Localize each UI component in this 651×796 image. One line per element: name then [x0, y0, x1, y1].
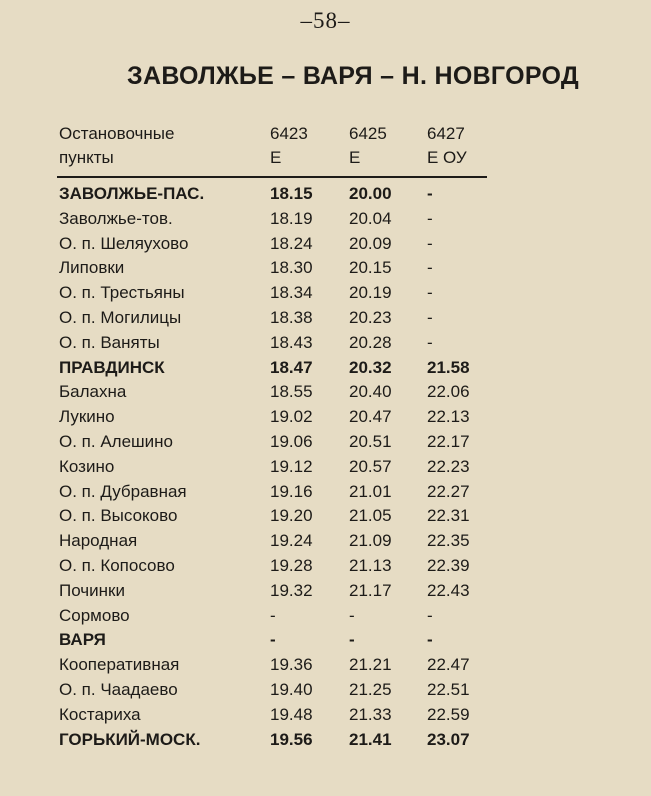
time-train-2: 21.13: [349, 555, 392, 575]
train-number-3: 6427: [427, 124, 465, 143]
time-train-1: 18.30: [270, 258, 313, 278]
time-train-2: 20.23: [349, 307, 392, 327]
time-train-1: 18.38: [270, 307, 313, 327]
time-train-2: 20.19: [349, 283, 392, 303]
stop-name: О. п. Дубравная: [59, 481, 187, 501]
time-train-3: -: [427, 605, 433, 625]
stop-name: Заволжье-тов.: [59, 208, 173, 228]
time-train-1: 19.02: [270, 407, 313, 427]
time-train-1: -: [270, 630, 276, 650]
stop-name: Липовки: [59, 258, 125, 278]
table-row: [0, 503, 651, 528]
time-train-1: 19.40: [270, 679, 313, 699]
stop-name: О. п. Ваняты: [59, 332, 160, 352]
time-train-3: 22.13: [427, 407, 470, 427]
table-row: [0, 280, 651, 305]
stop-name: О. п. Копосово: [59, 555, 175, 575]
stop-name: О. п. Шеляухово: [59, 233, 189, 253]
time-train-1: 18.43: [270, 332, 313, 352]
stops-header-line1: Остановочные: [59, 124, 175, 143]
table-row: [0, 652, 651, 677]
table-row: [0, 206, 651, 231]
table-header: [0, 122, 651, 172]
stop-name: Козино: [59, 456, 115, 476]
time-train-1: 19.16: [270, 481, 313, 501]
stop-name: ПРАВДИНСК: [59, 357, 165, 377]
table-row: [0, 429, 651, 454]
time-train-2: -: [349, 630, 355, 650]
time-train-3: 22.06: [427, 382, 470, 402]
table-row: [0, 603, 651, 628]
page-number: –58–: [300, 8, 351, 33]
table-row: [0, 627, 651, 652]
table-row: [0, 330, 651, 355]
time-train-2: 21.41: [349, 729, 392, 749]
table-row: [0, 379, 651, 404]
time-train-3: 22.35: [427, 531, 470, 551]
time-train-1: 19.48: [270, 704, 313, 724]
time-train-2: 20.47: [349, 407, 392, 427]
time-train-3: 22.47: [427, 655, 470, 675]
stop-name: О. п. Могилицы: [59, 307, 182, 327]
time-train-2: 20.32: [349, 357, 392, 377]
time-train-1: 19.28: [270, 555, 313, 575]
timetable-rows: [0, 181, 651, 751]
stop-name: Лукино: [59, 407, 115, 427]
stop-name: О. п. Трестьяны: [59, 283, 185, 303]
time-train-3: 21.58: [427, 357, 470, 377]
time-train-2: 20.40: [349, 382, 392, 402]
stop-name: Кооперативная: [59, 655, 180, 675]
time-train-1: 18.47: [270, 357, 313, 377]
train-mark-3: Е ОУ: [427, 148, 467, 167]
time-train-3: 22.31: [427, 506, 470, 526]
stop-name: О. п. Алешино: [59, 431, 174, 451]
time-train-3: 22.59: [427, 704, 470, 724]
time-train-2: 21.33: [349, 704, 392, 724]
time-train-1: 19.06: [270, 431, 313, 451]
time-train-3: -: [427, 307, 433, 327]
time-train-2: 20.09: [349, 233, 392, 253]
table-row: [0, 528, 651, 553]
time-train-1: 18.19: [270, 208, 313, 228]
time-train-2: 21.05: [349, 506, 392, 526]
table-row: [0, 255, 651, 280]
stop-name: ГОРЬКИЙ-МОСК.: [59, 729, 201, 749]
time-train-2: 20.28: [349, 332, 392, 352]
time-train-3: 22.51: [427, 679, 470, 699]
time-train-1: 19.36: [270, 655, 313, 675]
time-train-2: 21.25: [349, 679, 392, 699]
time-train-3: 23.07: [427, 729, 470, 749]
time-train-2: 21.09: [349, 531, 392, 551]
time-train-3: -: [427, 184, 433, 203]
table-row: [0, 404, 651, 429]
train-number-2: 6425: [349, 124, 387, 143]
time-train-3: 22.39: [427, 555, 470, 575]
stop-name: О. п. Высоково: [59, 506, 178, 526]
time-train-1: 18.34: [270, 283, 313, 303]
time-train-2: 20.51: [349, 431, 392, 451]
time-train-3: -: [427, 233, 433, 253]
time-train-1: 19.32: [270, 580, 313, 600]
stop-name: Народная: [59, 531, 138, 551]
train-mark-1: Е: [270, 148, 282, 167]
stop-name: Починки: [59, 580, 125, 600]
stop-name: ЗАВОЛЖЬЕ-ПАС.: [59, 184, 205, 203]
time-train-3: 22.43: [427, 580, 470, 600]
time-train-1: 19.56: [270, 729, 313, 749]
table-row: [0, 677, 651, 702]
train-number-1: 6423: [270, 124, 308, 143]
time-train-1: 18.24: [270, 233, 313, 253]
time-train-2: 20.15: [349, 258, 392, 278]
time-train-3: -: [427, 283, 433, 303]
table-row: [0, 553, 651, 578]
table-row: [0, 727, 651, 752]
time-train-1: 18.15: [270, 184, 313, 203]
time-train-3: 22.23: [427, 456, 470, 476]
stop-name: Балахна: [59, 382, 127, 402]
table-row: [0, 355, 651, 380]
table-row: [0, 305, 651, 330]
table-row: [0, 702, 651, 727]
stop-name: ВАРЯ: [59, 630, 106, 650]
time-train-3: -: [427, 630, 433, 650]
stop-name: Костариха: [59, 704, 141, 724]
stop-name: О. п. Чаадаево: [59, 679, 178, 699]
time-train-1: -: [270, 605, 276, 625]
stops-header-line2: пункты: [59, 148, 114, 167]
time-train-3: -: [427, 258, 433, 278]
table-row: [0, 231, 651, 256]
time-train-2: 21.01: [349, 481, 392, 501]
table-row: [0, 479, 651, 504]
header-divider: [57, 176, 487, 178]
time-train-1: 19.24: [270, 531, 313, 551]
time-train-1: 19.20: [270, 506, 313, 526]
table-row: [0, 454, 651, 479]
time-train-1: 19.12: [270, 456, 313, 476]
table-row: [0, 578, 651, 603]
time-train-3: -: [427, 332, 433, 352]
train-mark-2: Е: [349, 148, 361, 167]
stop-name: Сормово: [59, 605, 130, 625]
time-train-3: -: [427, 208, 433, 228]
time-train-1: 18.55: [270, 382, 313, 402]
time-train-2: 21.21: [349, 655, 392, 675]
time-train-2: 20.04: [349, 208, 392, 228]
time-train-3: 22.17: [427, 431, 470, 451]
time-train-3: 22.27: [427, 481, 470, 501]
table-row: [0, 181, 651, 206]
time-train-2: -: [349, 605, 355, 625]
time-train-2: 20.57: [349, 456, 392, 476]
page-title: ЗАВОЛЖЬЕ – ВАРЯ – Н. НОВГОРОД: [127, 62, 579, 90]
time-train-2: 20.00: [349, 184, 392, 203]
time-train-2: 21.17: [349, 580, 392, 600]
